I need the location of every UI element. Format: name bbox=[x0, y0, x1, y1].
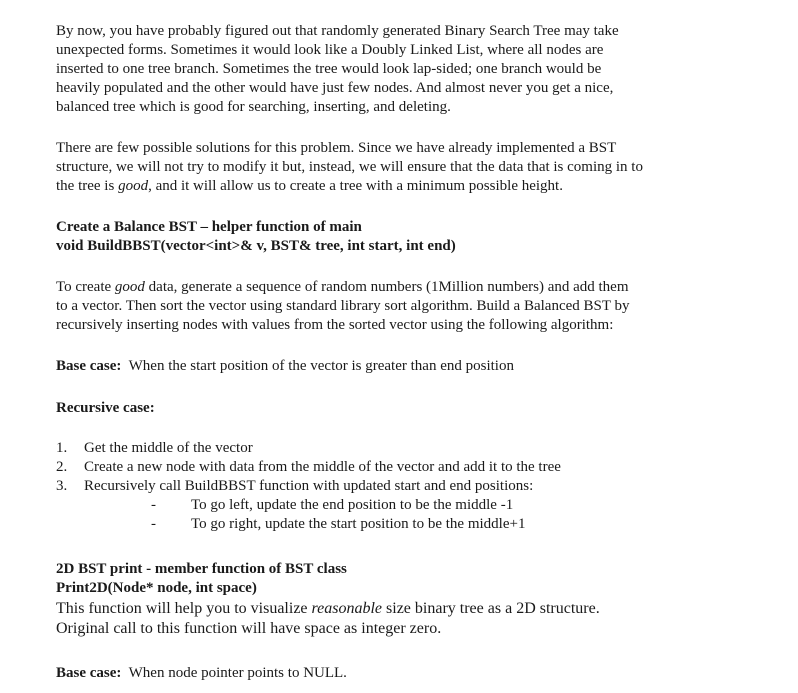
intro-line: heavily populated and the other would have just few nodes. And almost never you get a nice, bbox=[56, 80, 614, 96]
sub-list-text: To go right, update the start position to be the middle+1 bbox=[191, 516, 526, 532]
text-run: , and it will allow us to create a tree with a minimum possible height. bbox=[148, 178, 563, 194]
list-text: Get the middle of the vector bbox=[84, 440, 253, 456]
text-run: size binary tree as a 2D structure. bbox=[382, 600, 600, 617]
emphasis-good: good bbox=[114, 279, 145, 295]
intro-paragraph bbox=[56, 22, 619, 117]
list-text: Create a new node with data from the middle of the vector and add it to the tree bbox=[84, 459, 561, 475]
algorithm-line: to a vector. Then sort the vector using standard library sort algorithm. Build a Balanced BST by bbox=[56, 298, 630, 314]
base-case-text: When node pointer points to NULL. bbox=[128, 665, 347, 681]
text-run: the tree is bbox=[56, 178, 119, 194]
list-item bbox=[56, 458, 561, 477]
solutions-line: structure, we will not try to modify it but, instead, we will ensure that the data that is coming in to bbox=[56, 159, 643, 175]
balance-bst-heading bbox=[56, 218, 456, 256]
print2d-paragraph bbox=[56, 599, 600, 639]
base-case-text: When the start position of the vector is greater than end position bbox=[128, 358, 514, 374]
list-item bbox=[56, 439, 253, 458]
sub-list-item bbox=[151, 515, 525, 534]
text-run: data, generate a sequence of random numbers (1Million numbers) and add them bbox=[144, 279, 629, 295]
text-run: This function will help you to visualize bbox=[56, 600, 312, 617]
base-case-label: Base case: bbox=[56, 358, 122, 374]
print2d-line: Original call to this function will have space as integer zero. bbox=[56, 620, 442, 637]
section-title: Create a Balance BST – helper function of main bbox=[56, 219, 362, 235]
intro-line: inserted to one tree branch. Sometimes the tree would look lap-sided; one branch would be bbox=[56, 61, 602, 77]
base-case-label: Base case: bbox=[56, 665, 122, 681]
function-signature: Print2D(Node* node, int space) bbox=[56, 580, 257, 596]
function-signature: void BuildBBST(vector<int>& v, BST& tree, int start, int end) bbox=[56, 238, 456, 254]
dash-bullet: - bbox=[151, 497, 156, 513]
algorithm-paragraph bbox=[56, 278, 630, 335]
sub-list-text: To go left, update the end position to be the middle -1 bbox=[191, 497, 514, 513]
print2d-heading bbox=[56, 560, 347, 598]
algorithm-line bbox=[56, 278, 630, 297]
list-number: 2. bbox=[56, 459, 68, 475]
solutions-line: There are few possible solutions for this problem. Since we have already implemented a BST bbox=[56, 140, 617, 156]
list-number: 1. bbox=[56, 440, 68, 456]
base-case-build bbox=[56, 357, 514, 376]
sub-list-item bbox=[151, 496, 513, 515]
intro-line: balanced tree which is good for searching, inserting, and deleting. bbox=[56, 99, 451, 115]
emphasis-reasonable: reasonable bbox=[311, 600, 383, 617]
section-title: 2D BST print - member function of BST class bbox=[56, 561, 347, 577]
solutions-paragraph bbox=[56, 139, 643, 196]
list-item bbox=[56, 477, 533, 496]
dash-bullet: - bbox=[151, 516, 156, 532]
algorithm-line: recursively inserting nodes with values from the sorted vector using the following algorithm: bbox=[56, 317, 614, 333]
intro-line: By now, you have probably figured out that randomly generated Binary Search Tree may take bbox=[56, 23, 619, 39]
recursive-case-label: Recursive case: bbox=[56, 400, 155, 416]
emphasis-good: good bbox=[118, 178, 149, 194]
base-case-print bbox=[56, 664, 347, 683]
list-text: Recursively call BuildBBST function with updated start and end positions: bbox=[84, 478, 534, 494]
text-run: To create bbox=[56, 279, 115, 295]
intro-line: unexpected forms. Sometimes it would look like a Doubly Linked List, where all nodes are bbox=[56, 42, 604, 58]
solutions-line bbox=[56, 177, 643, 196]
print2d-line bbox=[56, 599, 600, 619]
list-number: 3. bbox=[56, 478, 68, 494]
